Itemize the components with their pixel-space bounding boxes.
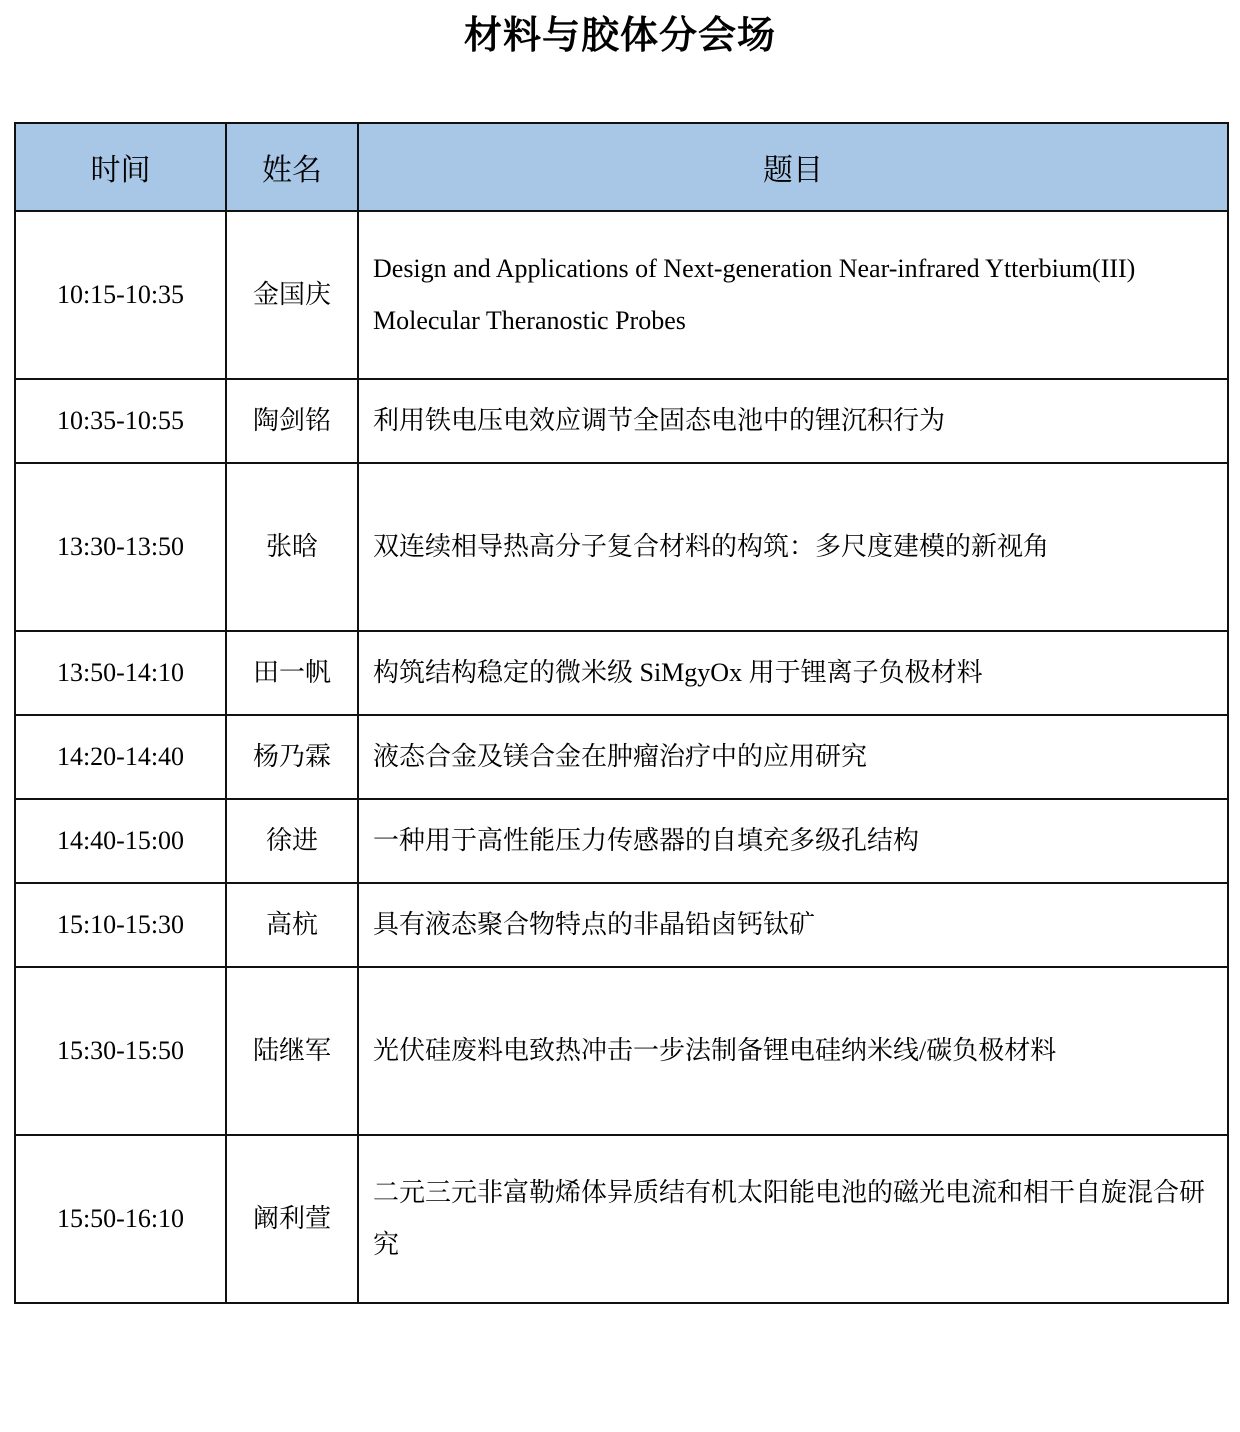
cell-time: 10:35-10:55 xyxy=(15,379,226,463)
cell-time: 14:20-14:40 xyxy=(15,715,226,799)
cell-time: 15:50-16:10 xyxy=(15,1135,226,1303)
cell-speaker-name: 徐进 xyxy=(226,799,358,883)
table-row xyxy=(15,1135,1228,1303)
cell-time: 14:40-15:00 xyxy=(15,799,226,883)
cell-speaker-name: 陶剑铭 xyxy=(226,379,358,463)
cell-time: 13:50-14:10 xyxy=(15,631,226,715)
table-body xyxy=(15,211,1228,1303)
table-row xyxy=(15,463,1228,631)
table-row xyxy=(15,799,1228,883)
cell-speaker-name: 陆继军 xyxy=(226,967,358,1135)
column-header-time: 时间 xyxy=(15,123,226,211)
table-row xyxy=(15,211,1228,379)
cell-time: 15:10-15:30 xyxy=(15,883,226,967)
table-row xyxy=(15,967,1228,1135)
table-row xyxy=(15,631,1228,715)
page-title: 材料与胶体分会场 xyxy=(463,15,776,57)
cell-topic: Design and Applications of Next-generation Near-infrared Ytterbium(III) Molecular Theranostic Probes xyxy=(358,211,1228,379)
table-row xyxy=(15,379,1228,463)
cell-speaker-name: 阚利萱 xyxy=(226,1135,358,1303)
cell-topic: 二元三元非富勒烯体异质结有机太阳能电池的磁光电流和相干自旋混合研究 xyxy=(358,1135,1228,1303)
cell-topic: 双连续相导热高分子复合材料的构筑：多尺度建模的新视角 xyxy=(358,463,1228,631)
column-header-topic: 题目 xyxy=(358,123,1228,211)
cell-time: 15:30-15:50 xyxy=(15,967,226,1135)
cell-topic: 构筑结构稳定的微米级 SiMgyOx 用于锂离子负极材料 xyxy=(358,631,1228,715)
cell-topic: 一种用于高性能压力传感器的自填充多级孔结构 xyxy=(358,799,1228,883)
column-header-name: 姓名 xyxy=(226,123,358,211)
table-header xyxy=(15,123,1228,211)
cell-topic: 液态合金及镁合金在肿瘤治疗中的应用研究 xyxy=(358,715,1228,799)
cell-topic: 利用铁电压电效应调节全固态电池中的锂沉积行为 xyxy=(358,379,1228,463)
cell-topic: 光伏硅废料电致热冲击一步法制备锂电硅纳米线/碳负极材料 xyxy=(358,967,1228,1135)
cell-time: 10:15-10:35 xyxy=(15,211,226,379)
table-row xyxy=(15,883,1228,967)
cell-time: 13:30-13:50 xyxy=(15,463,226,631)
session-schedule-table xyxy=(14,122,1229,1304)
cell-topic: 具有液态聚合物特点的非晶铅卤钙钛矿 xyxy=(358,883,1228,967)
cell-speaker-name: 张晗 xyxy=(226,463,358,631)
table-row xyxy=(15,715,1228,799)
cell-speaker-name: 高杭 xyxy=(226,883,358,967)
table-header-row xyxy=(15,123,1228,211)
cell-speaker-name: 杨乃霖 xyxy=(226,715,358,799)
cell-speaker-name: 金国庆 xyxy=(226,211,358,379)
cell-speaker-name: 田一帆 xyxy=(226,631,358,715)
